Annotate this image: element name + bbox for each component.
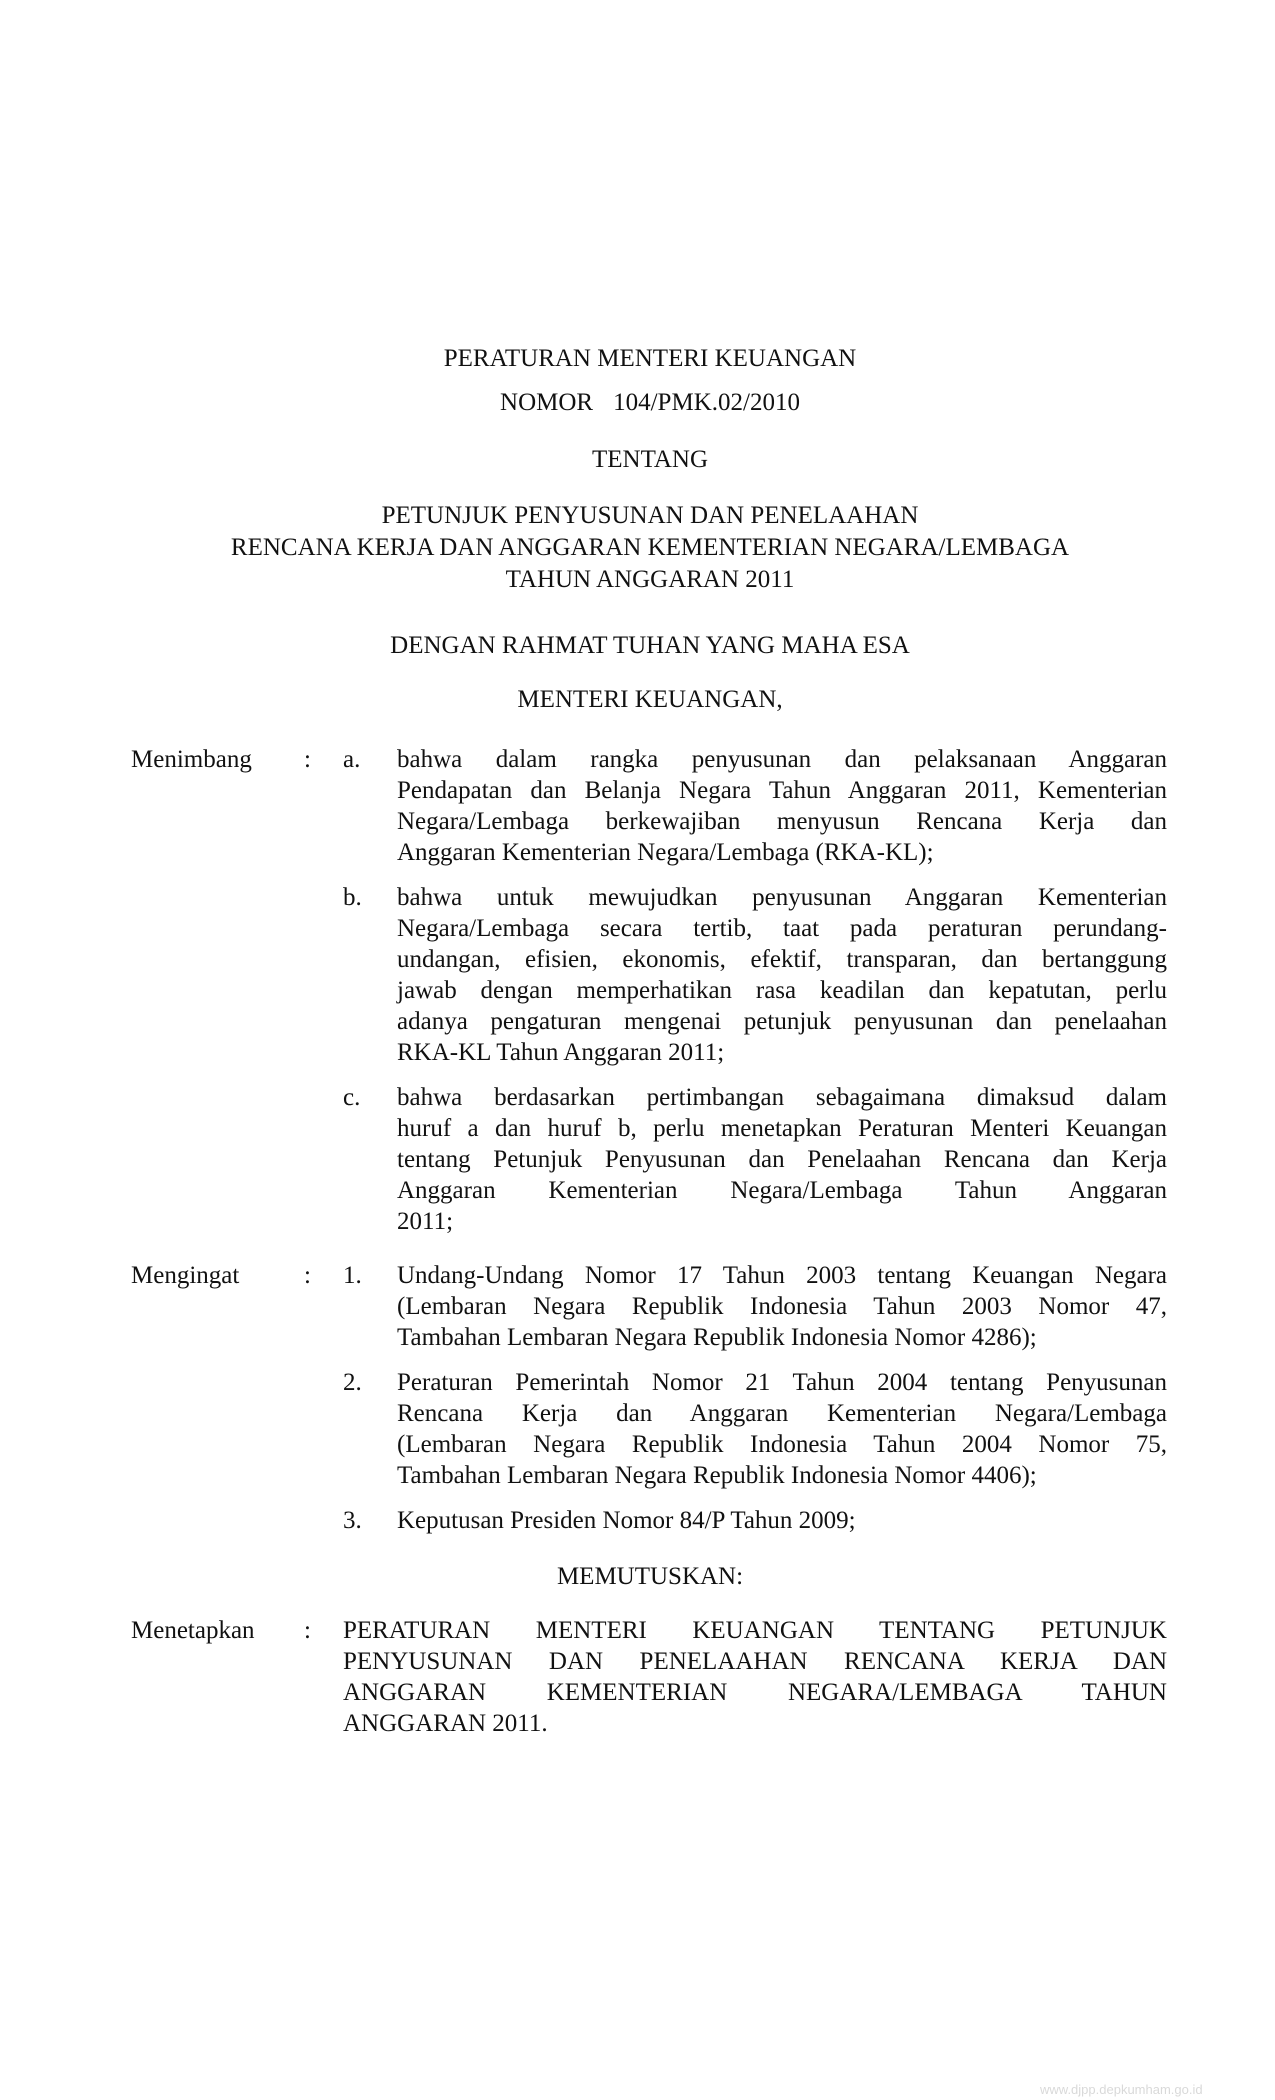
text-line: RKA-KL Tahun Anggaran 2011; <box>397 1039 725 1066</box>
menimbang-colon: : <box>304 746 311 773</box>
text-line: Undang-Undang Nomor 17 Tahun 2003 tentang Keuangan Negara <box>397 1262 1167 1289</box>
text-line: bahwa dalam rangka penyusunan dan pelaksanaan Anggaran <box>397 746 1167 773</box>
menimbang-marker-c: c. <box>343 1084 361 1111</box>
source-watermark: www.djpp.depkumham.go.id <box>1040 2082 1203 2097</box>
menetapkan-colon: : <box>304 1617 311 1644</box>
about-heading: TENTANG <box>591 446 709 473</box>
text-line: Negara/Lembaga secara tertib, taat pada peraturan perundang- <box>397 915 1167 942</box>
text-line: ANGGARAN KEMENTERIAN NEGARA/LEMBAGA TAHUN <box>343 1679 1167 1706</box>
mengingat-marker-3: 3. <box>343 1507 362 1534</box>
menetapkan-text <box>343 1615 1167 1739</box>
text-line: 2011; <box>397 1208 454 1235</box>
regulation-title: PERATURAN MENTERI KEUANGAN <box>443 345 857 372</box>
menimbang-marker-a: a. <box>343 746 361 773</box>
text-line: Peraturan Pemerintah Nomor 21 Tahun 2004 tentang Penyusunan <box>397 1369 1167 1396</box>
mengingat-marker-2: 2. <box>343 1369 362 1396</box>
regulation-number <box>0 387 1275 418</box>
text-line: jawab dengan memperhatikan rasa keadilan dan kepatutan, perlu <box>397 977 1167 1004</box>
text-line: (Lembaran Negara Republik Indonesia Tahun 2003 Nomor 47, <box>397 1293 1167 1320</box>
text-line: Pendapatan dan Belanja Negara Tahun Anggaran 2011, Kementerian <box>397 777 1167 804</box>
text-line: Tambahan Lembaran Negara Republik Indonesia Nomor 4286); <box>397 1324 1037 1351</box>
text-line: bahwa untuk mewujudkan penyusunan Anggaran Kementerian <box>397 884 1167 911</box>
mengingat-marker-1: 1. <box>343 1262 362 1289</box>
subject-line-2: RENCANA KERJA DAN ANGGARAN KEMENTERIAN NEGARA/LEMBAGA <box>230 534 1070 561</box>
text-line: Anggaran Kementerian Negara/Lembaga Tahun Anggaran <box>397 1177 1167 1204</box>
menimbang-item-a <box>397 744 1167 868</box>
text-line: Tambahan Lembaran Negara Republik Indonesia Nomor 4406); <box>397 1462 1037 1489</box>
mengingat-label: Mengingat <box>131 1262 240 1289</box>
menimbang-item-c <box>397 1082 1167 1237</box>
menetapkan-label: Menetapkan <box>131 1617 255 1644</box>
text-line: Negara/Lembaga berkewajiban menyusun Rencana Kerja dan <box>397 808 1167 835</box>
mengingat-item-3 <box>397 1505 1167 1536</box>
text-line: tentang Petunjuk Penyusunan dan Penelaahan Rencana dan Kerja <box>397 1146 1167 1173</box>
text-line: Rencana Kerja dan Anggaran Kementerian Negara/Lembaga <box>397 1400 1167 1427</box>
number-value: 104/PMK.02/2010 <box>613 389 800 416</box>
text-line: bahwa berdasarkan pertimbangan sebagaimana dimaksud dalam <box>397 1084 1167 1111</box>
decision-heading: MEMUTUSKAN: <box>556 1563 744 1590</box>
menimbang-item-b <box>397 882 1167 1068</box>
text-line: Keputusan Presiden Nomor 84/P Tahun 2009; <box>397 1507 856 1534</box>
mengingat-item-2 <box>397 1367 1167 1491</box>
mengingat-item-1 <box>397 1260 1167 1353</box>
text-line: (Lembaran Negara Republik Indonesia Tahun 2004 Nomor 75, <box>397 1431 1167 1458</box>
number-label: NOMOR <box>500 389 594 416</box>
subject-line-1: PETUNJUK PENYUSUNAN DAN PENELAAHAN <box>381 502 919 529</box>
text-line: Anggaran Kementerian Negara/Lembaga (RKA-KL); <box>397 839 934 866</box>
menimbang-marker-b: b. <box>343 884 362 911</box>
text-line: PERATURAN MENTERI KEUANGAN TENTANG PETUNJUK <box>343 1617 1167 1644</box>
text-line: PENYUSUNAN DAN PENELAAHAN RENCANA KERJA DAN <box>343 1648 1167 1675</box>
menimbang-label: Menimbang <box>131 746 252 773</box>
text-line: undangan, efisien, ekonomis, efektif, transparan, dan bertanggung <box>397 946 1167 973</box>
text-line: adanya pengaturan mengenai petunjuk penyusunan dan penelaahan <box>397 1008 1167 1035</box>
text-line: ANGGARAN 2011. <box>343 1710 548 1737</box>
subject-line-3: TAHUN ANGGARAN 2011 <box>505 566 795 593</box>
text-line: huruf a dan huruf b, perlu menetapkan Peraturan Menteri Keuangan <box>397 1115 1167 1142</box>
minister-line: MENTERI KEUANGAN, <box>517 686 783 713</box>
mengingat-colon: : <box>304 1262 311 1289</box>
blessing-line: DENGAN RAHMAT TUHAN YANG MAHA ESA <box>390 632 910 659</box>
